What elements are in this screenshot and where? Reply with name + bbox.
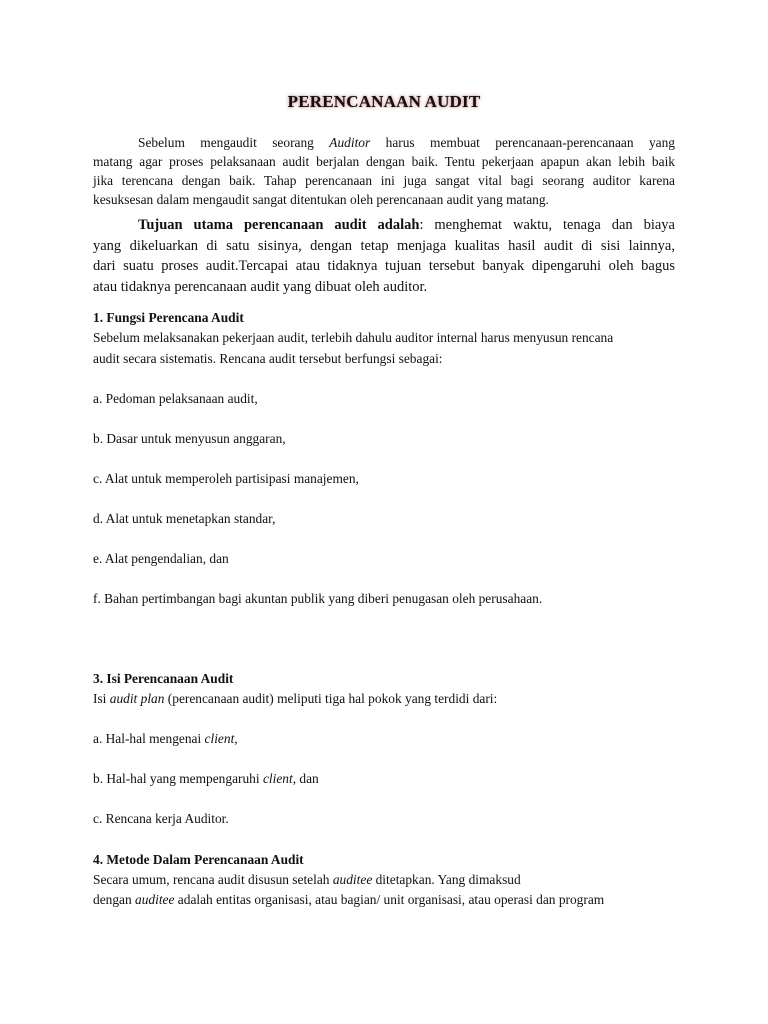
goal-text: : menghemat waktu, tenaga dan biaya (419, 217, 675, 233)
item-text: , (234, 731, 238, 746)
intro-line-2: matang agar proses pelaksanaan audit berjalan dengan baik. Tentu pekerjaan apapun akan lebih baik (93, 154, 675, 169)
auditee-term: auditee (332, 872, 373, 887)
item-text: b. Hal-hal yang mempengaruhi (93, 771, 263, 786)
section-1-heading: 1. Fungsi Perencana Audit (93, 310, 244, 325)
section-4-text: Secara umum, rencana audit disusun setelah (93, 872, 333, 887)
section-3-text: (perencanaan audit) meliputi tiga hal pokok yang terdidi dari: (164, 691, 498, 706)
section-4-heading: 4. Metode Dalam Perencanaan Audit (93, 852, 304, 867)
intro-text: harus membuat perencanaan-perencanaan yang (370, 135, 675, 150)
item-text: , dan (292, 771, 319, 786)
list-item: f. Bahan pertimbangan bagi akuntan publik yang diberi penugasan oleh perusahaan. (93, 591, 543, 606)
audit-plan-term: audit plan (109, 691, 165, 706)
goal-line-4: atau tidaknya perencanaan audit yang dibuat oleh auditor. (93, 278, 428, 295)
section-3-text: Isi (93, 691, 110, 706)
list-item: a. Pedoman pelaksanaan audit, (93, 391, 258, 406)
section-1-line-2: audit secara sistematis. Rencana audit tersebut berfungsi sebagai: (93, 351, 443, 366)
intro-line-4: kesuksesan dalam mengaudit sangat ditentukan oleh perencanaan audit yang matang. (93, 192, 549, 207)
client-term: client (204, 731, 235, 746)
section-4-text: dengan (93, 892, 136, 907)
auditee-term: auditee (135, 892, 175, 907)
section-4-text: adalah entitas organisasi, atau bagian/ unit organisasi, atau operasi dan program (174, 892, 605, 907)
goal-paragraph (93, 215, 675, 297)
item-text: a. Hal-hal mengenai (93, 731, 205, 746)
goal-line-2: yang dikeluarkan di satu sisinya, dengan tetap menjaga kualitas hasil audit di sisi lainnya, (93, 237, 675, 254)
intro-line-3: jika terencana dengan baik. Tahap perencanaan ini juga sangat vital bagi seorang auditor karena (93, 173, 675, 188)
section-4-line-2 (93, 892, 604, 908)
list-item: c. Alat untuk memperoleh partisipasi manajemen, (93, 471, 359, 486)
section-4-text: ditetapkan. Yang dimaksud (372, 872, 521, 887)
section-1-line-1: Sebelum melaksanakan pekerjaan audit, terlebih dahulu auditor internal harus menyusun rencana (93, 330, 614, 345)
section-3-line-1 (93, 691, 497, 707)
intro-text: Sebelum mengaudit seorang (138, 135, 330, 150)
intro-line-1 (93, 133, 675, 152)
intro-paragraph (93, 133, 675, 209)
list-item (93, 771, 319, 787)
section-3-heading: 3. Isi Perencanaan Audit (93, 671, 234, 686)
list-item (93, 731, 238, 747)
list-item: c. Rencana kerja Auditor. (93, 811, 229, 826)
page-title: PERENCANAAN AUDIT (287, 92, 481, 111)
client-term: client (262, 771, 293, 786)
list-item: b. Dasar untuk menyusun anggaran, (93, 431, 286, 446)
goal-line-1 (93, 215, 675, 236)
goal-line-3: dari suatu proses audit.Tercapai atau tidaknya tujuan tersebut banyak dipengaruhi oleh bagus (93, 258, 675, 274)
goal-bold-lead: Tujuan utama perencanaan audit adalah (138, 217, 420, 233)
list-item: d. Alat untuk menetapkan standar, (93, 511, 276, 526)
section-4-line-1 (93, 872, 521, 888)
auditor-term: Auditor (329, 135, 371, 150)
list-item: e. Alat pengendalian, dan (93, 551, 229, 566)
